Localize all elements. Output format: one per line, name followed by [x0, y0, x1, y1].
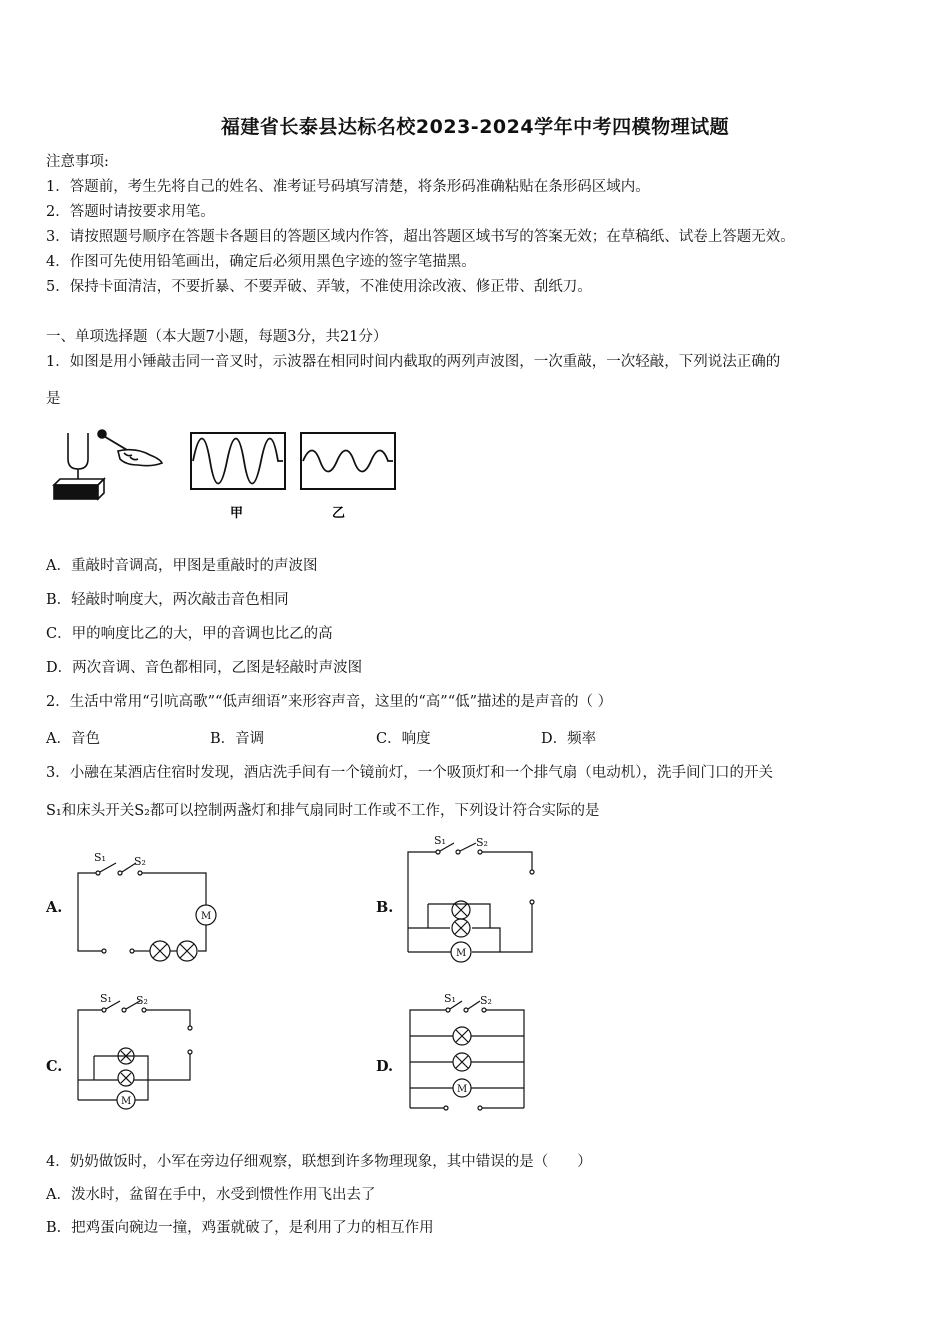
- question-4-stem: 4．奶奶做饭时，小军在旁边仔细观察，联想到许多物理现象，其中错误的是（ ）: [46, 1154, 592, 1170]
- circuit-b-label[interactable]: B.: [376, 899, 394, 916]
- circuit-a: [70, 845, 230, 970]
- q2-option-c[interactable]: C．响度: [376, 731, 431, 747]
- question-1-stem: 1．如图是用小锤敲击同一音叉时，示波器在相同时间内截取的两列声波图，一次重敲，一次轻敲，下列说法正确的: [46, 354, 781, 370]
- circuit-d-label[interactable]: D.: [376, 1058, 394, 1075]
- svg-text:S₂: S₂: [476, 836, 488, 849]
- q4-option-a[interactable]: A．泼水时，盆留在手中，水受到惯性作用飞出去了: [46, 1187, 376, 1203]
- section-heading: 一、单项选择题（本大题7小题，每题3分，共21分）: [46, 329, 388, 345]
- circuit-c-label[interactable]: C.: [46, 1058, 63, 1075]
- question-2-stem: 2．生活中常用“引吭高歌”“低声细语”来形容声音，这里的“高”“低”描述的是声音的（ ）: [46, 694, 613, 710]
- svg-text:S₂: S₂: [480, 994, 492, 1007]
- q1-option-b[interactable]: B．轻敲时响度大，两次敲击音色相同: [46, 592, 289, 608]
- svg-text:S₁: S₁: [434, 834, 446, 847]
- svg-text:M: M: [201, 911, 212, 922]
- page-title: 福建省长泰县达标名校2023-2024学年中考四模物理试题: [220, 116, 730, 138]
- question-3-stem: 3．小融在某酒店住宿时发现，酒店洗手间有一个镜前灯，一个吸顶灯和一个排气扇（电动机），洗手间门口的开关: [46, 765, 773, 781]
- svg-text:M: M: [121, 1096, 132, 1107]
- notice-item: 1．答题前，考生先将自己的姓名、准考证号码填写清楚，将条形码准确粘贴在条形码区域内。: [46, 179, 650, 195]
- svg-text:S₁: S₁: [444, 992, 456, 1005]
- q1-figure: [46, 425, 406, 525]
- label-jia: 甲: [230, 506, 244, 521]
- waveform-jia: [191, 433, 285, 489]
- waveform-yi: [301, 433, 395, 489]
- label-yi: 乙: [332, 506, 346, 521]
- circuit-c: [70, 990, 210, 1120]
- switch-s2-label: S₂: [134, 855, 146, 868]
- notice-item: 4．作图可先使用铅笔画出，确定后必须用黑色字迹的签字笔描黑。: [46, 254, 476, 270]
- q1-option-a[interactable]: A．重敲时音调高，甲图是重敲时的声波图: [46, 558, 318, 574]
- circuit-a-label[interactable]: A.: [46, 899, 63, 916]
- q2-option-a[interactable]: A．音色: [46, 731, 100, 747]
- svg-text:S₁: S₁: [100, 992, 112, 1005]
- notice-item: 5．保持卡面清洁，不要折暴、不要弄破、弄皱，不准使用涂改液、修正带、刮纸刀。: [46, 279, 592, 295]
- q1-option-d[interactable]: D．两次音调、音色都相同，乙图是轻敲时声波图: [46, 660, 363, 676]
- q4-option-b[interactable]: B．把鸡蛋向碗边一撞，鸡蛋就破了，是利用了力的相互作用: [46, 1220, 434, 1236]
- q1-option-c[interactable]: C．甲的响度比乙的大，甲的音调也比乙的高: [46, 626, 333, 642]
- circuit-d: [400, 990, 540, 1120]
- svg-text:S₂: S₂: [136, 994, 148, 1007]
- circuit-b: [400, 830, 550, 970]
- notice-item: 3．请按照题号顺序在答题卡各题目的答题区域内作答，超出答题区域书写的答案无效；在草稿纸、试卷上答题无效。: [46, 229, 795, 245]
- tuning-fork-illustration: [54, 430, 162, 499]
- question-3-stem-cont: S₁和床头开关S₂都可以控制两盏灯和排气扇同时工作或不工作，下列设计符合实际的是: [46, 803, 600, 819]
- notice-heading: 注意事项:: [46, 154, 109, 170]
- q2-option-b[interactable]: B．音调: [210, 731, 265, 747]
- switch-s1-label: S₁: [94, 851, 106, 864]
- q2-option-d[interactable]: D．频率: [541, 731, 597, 747]
- notice-item: 2．答题时请按要求用笔。: [46, 204, 215, 220]
- svg-text:M: M: [456, 948, 467, 959]
- svg-text:M: M: [457, 1084, 468, 1095]
- question-1-stem-cont: 是: [46, 391, 61, 407]
